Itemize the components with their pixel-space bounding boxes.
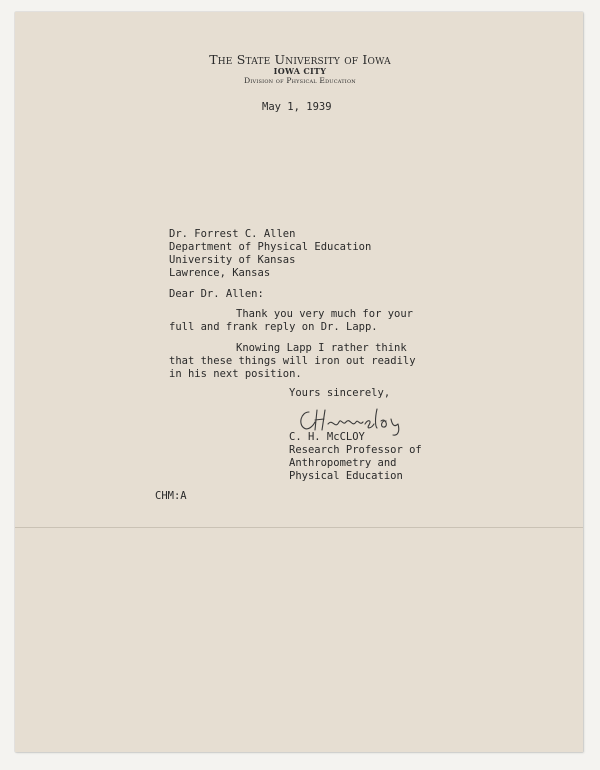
fold-line	[15, 527, 583, 528]
body-paragraph-2-line-1: Knowing Lapp I rather think	[236, 342, 407, 354]
recipient-department: Department of Physical Education	[169, 241, 372, 253]
body-paragraph-1-line-2: full and frank reply on Dr. Lapp.	[169, 321, 378, 333]
letterhead-university: The State University of Iowa	[209, 52, 391, 67]
letterhead-division: Division of Physical Education	[244, 76, 356, 85]
recipient-name: Dr. Forrest C. Allen	[169, 228, 296, 240]
body-paragraph-2-line-3: in his next position.	[169, 368, 302, 380]
closing: Yours sincerely,	[289, 387, 391, 399]
letter-date: May 1, 1939	[262, 101, 332, 113]
recipient-institution: University of Kansas	[169, 254, 296, 266]
body-paragraph-1-line-1: Thank you very much for your	[236, 308, 414, 320]
letter-page	[15, 12, 583, 752]
reference-initials: CHM:A	[155, 490, 187, 502]
signatory-title-line-1: Research Professor of	[289, 444, 422, 456]
signatory-title-line-2: Anthropometry and	[289, 457, 397, 469]
salutation: Dear Dr. Allen:	[169, 288, 264, 300]
recipient-location: Lawrence, Kansas	[169, 267, 271, 279]
letterhead-city: IOWA CITY	[273, 66, 327, 76]
body-paragraph-2-line-2: that these things will iron out readily	[169, 355, 416, 367]
signatory-name: C. H. McCLOY	[289, 431, 365, 443]
signatory-title-line-3: Physical Education	[289, 470, 403, 482]
